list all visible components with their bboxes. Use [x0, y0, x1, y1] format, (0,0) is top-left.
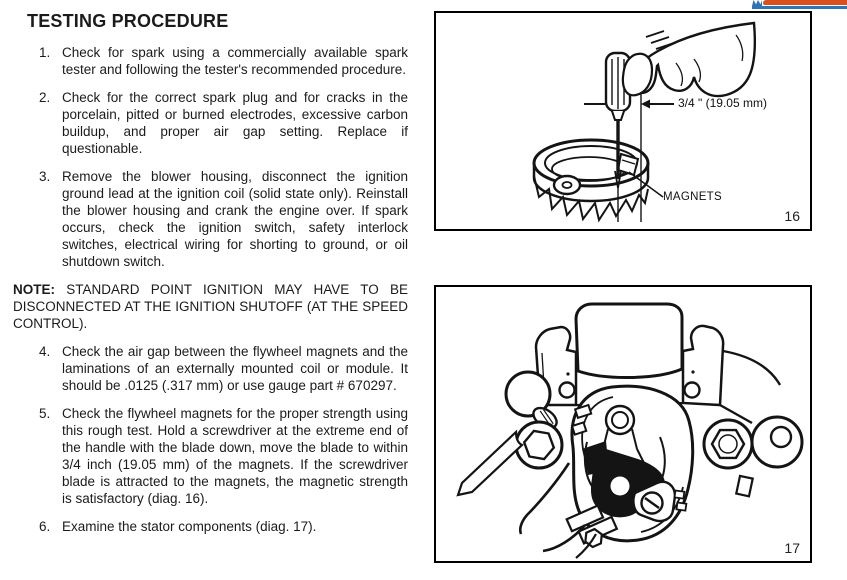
- procedure-step: [39, 44, 408, 78]
- figure-17-stator-components: [434, 285, 812, 563]
- flywheel-illustration: [534, 140, 648, 220]
- step-number: 2.: [39, 90, 51, 105]
- wedge-tool: [458, 432, 522, 495]
- hand-illustration: [623, 23, 755, 96]
- procedure-step: [39, 168, 408, 270]
- step-number: 6.: [39, 519, 51, 534]
- step-number: 1.: [39, 45, 51, 60]
- magnets-label: MAGNETS: [663, 191, 722, 203]
- flywheel-test-drawing: [436, 13, 810, 229]
- procedure-step: [39, 518, 408, 535]
- step-text: Examine the stator components (diag. 17).: [62, 519, 317, 534]
- partial-logo: [752, 0, 847, 9]
- mount-tab: [736, 476, 752, 496]
- stator-drawing: [436, 287, 810, 561]
- coil-core-cylinder: [576, 304, 682, 378]
- procedure-step: [39, 89, 408, 157]
- logo-bar: [763, 0, 847, 5]
- step-text: Check the air gap between the flywheel magnets and the laminations of an externally mounted coil or module. It should be .0125 (.317 mm) or use gauge part # 670297.: [62, 344, 408, 393]
- note-text: STANDARD POINT IGNITION MAY HAVE TO BE DISCONNECTED AT THE IGNITION SHUTOFF (AT THE SPEED CONTROL).: [13, 282, 408, 331]
- procedure-step: [39, 343, 408, 394]
- figure-number: 16: [784, 208, 800, 224]
- procedure-steps-1-3: [13, 44, 408, 270]
- gap-measurement-label: 3/4 " (19.05 mm): [678, 96, 767, 110]
- note-paragraph: [13, 281, 408, 332]
- step-text: Check for the correct spark plug and for cracks in the porcelain, pitted or burned electrodes, excessive carbon buildup, and proper air gap setting. Replace if questionable.: [62, 90, 408, 156]
- page-title: TESTING PROCEDURE: [27, 11, 229, 31]
- figure-16-flywheel-magnet-test: [434, 11, 812, 231]
- step-text: Check the flywheel magnets for the proper strength using this rough test. Hold a screwdriver at the extreme end of the handle with the blade down, move the blade to within 3/4 inch (19.05 mm) of the magnets. If the screwdriver blade is attracted to the magnets, the magnetic strength is satisfactory (diag. 16).: [62, 406, 408, 506]
- step-number: 5.: [39, 406, 51, 421]
- step-text: Remove the blower housing, disconnect the ignition ground lead at the ignition coil (solid state only). Reinstall the blower housing and crank the engine over. If spark occurs, check the ignition switch, safety interlock switches, electrical wiring for shorting to ground, or oil shutdown switch.: [62, 169, 408, 269]
- note-label: NOTE:: [13, 282, 55, 297]
- procedure-step: [39, 405, 408, 507]
- right-hex-bolt: [704, 420, 752, 468]
- step-number: 3.: [39, 169, 51, 184]
- procedure-steps-4-6: [13, 343, 408, 535]
- step-number: 4.: [39, 344, 51, 359]
- step-text: Check for spark using a commercially available spark tester and following the tester's recommended procedure.: [62, 45, 408, 77]
- procedure-text-column: [13, 11, 408, 546]
- logo-underline: [752, 6, 847, 9]
- figure-number: 17: [784, 540, 800, 556]
